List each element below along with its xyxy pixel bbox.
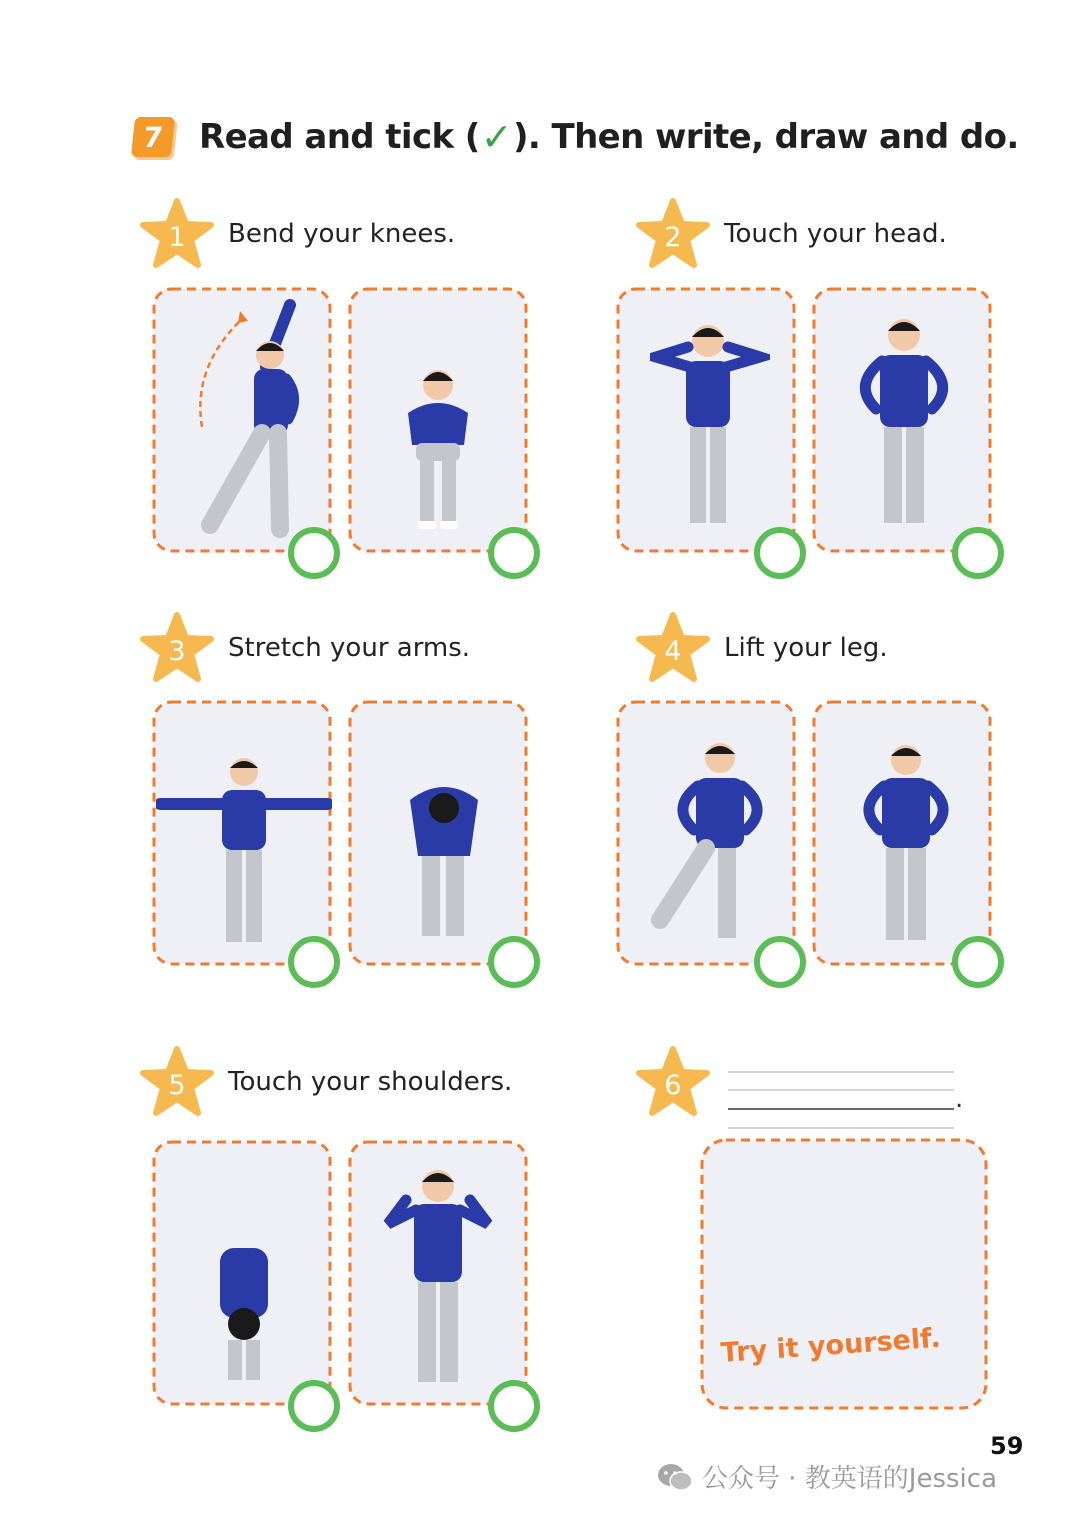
picture-card: [812, 700, 992, 966]
star-icon: 3: [140, 612, 214, 684]
tick-circle[interactable]: [952, 936, 1004, 988]
tick-circle[interactable]: [288, 1380, 340, 1432]
try-it-yourself-label: Try it yourself.: [719, 1322, 942, 1369]
section-4-head: [636, 612, 888, 684]
picture-card: [152, 287, 332, 553]
section-6-head: [636, 1046, 710, 1118]
page-number: 59: [990, 1432, 1024, 1460]
section-2-head: [636, 198, 947, 270]
wechat-icon: [656, 1462, 694, 1492]
star-icon: 6: [636, 1046, 710, 1118]
star-icon: 4: [636, 612, 710, 684]
section-5-head: [140, 1046, 512, 1118]
star-icon: 2: [636, 198, 710, 270]
boy-touch-shoulders-icon: [380, 1164, 496, 1400]
tick-circle[interactable]: [754, 936, 806, 988]
boy-side-stretch-icon: [182, 297, 312, 547]
picture-card: [348, 287, 528, 553]
section-1-head: [140, 198, 455, 270]
instruction-text: Stretch your arms.: [228, 633, 471, 663]
writing-lines[interactable]: .: [955, 1084, 964, 1114]
instruction-text: Touch your shoulders.: [228, 1067, 513, 1097]
boy-touch-toes-icon: [214, 1246, 274, 1390]
tick-circle[interactable]: [288, 527, 340, 579]
instruction-text: Touch your head.: [724, 219, 947, 249]
boy-bend-knees-icon: [394, 365, 484, 545]
tick-circle[interactable]: [754, 527, 806, 579]
instruction-text: Bend your knees.: [228, 219, 456, 249]
picture-card: [812, 287, 992, 553]
boy-touch-head-icon: [650, 317, 770, 547]
picture-card: [616, 700, 796, 966]
star-icon: 1: [140, 198, 214, 270]
tick-circle[interactable]: [488, 1380, 540, 1432]
star-icon: 5: [140, 1046, 214, 1118]
boy-hands-on-hips-icon: [850, 742, 970, 952]
instruction-text: Lift your leg.: [724, 633, 888, 663]
picture-card: [348, 1140, 528, 1406]
tick-circle[interactable]: [288, 936, 340, 988]
tick-circle[interactable]: [952, 527, 1004, 579]
picture-card: [616, 287, 796, 553]
tick-circle[interactable]: [488, 936, 540, 988]
tick-circle[interactable]: [488, 527, 540, 579]
drawing-box[interactable]: [700, 1138, 988, 1410]
picture-card: [152, 1140, 332, 1406]
exercise-number-badge: 7: [131, 117, 175, 157]
exercise-header: [133, 112, 1019, 162]
boy-lift-leg-icon: [646, 740, 776, 950]
picture-card: [348, 700, 528, 966]
boy-hands-on-hips-icon: [846, 315, 966, 547]
boy-bend-over-icon: [406, 780, 482, 950]
boy-stretch-arms-icon: [156, 756, 332, 956]
picture-card: [152, 700, 332, 966]
tick-icon: ✓: [480, 115, 512, 159]
section-3-head: [140, 612, 470, 684]
exercise-title: Read and tick ( ✓ ). Then write, draw and do.: [199, 115, 1019, 159]
watermark: 公众号 · 教英语的Jessica: [656, 1458, 997, 1495]
